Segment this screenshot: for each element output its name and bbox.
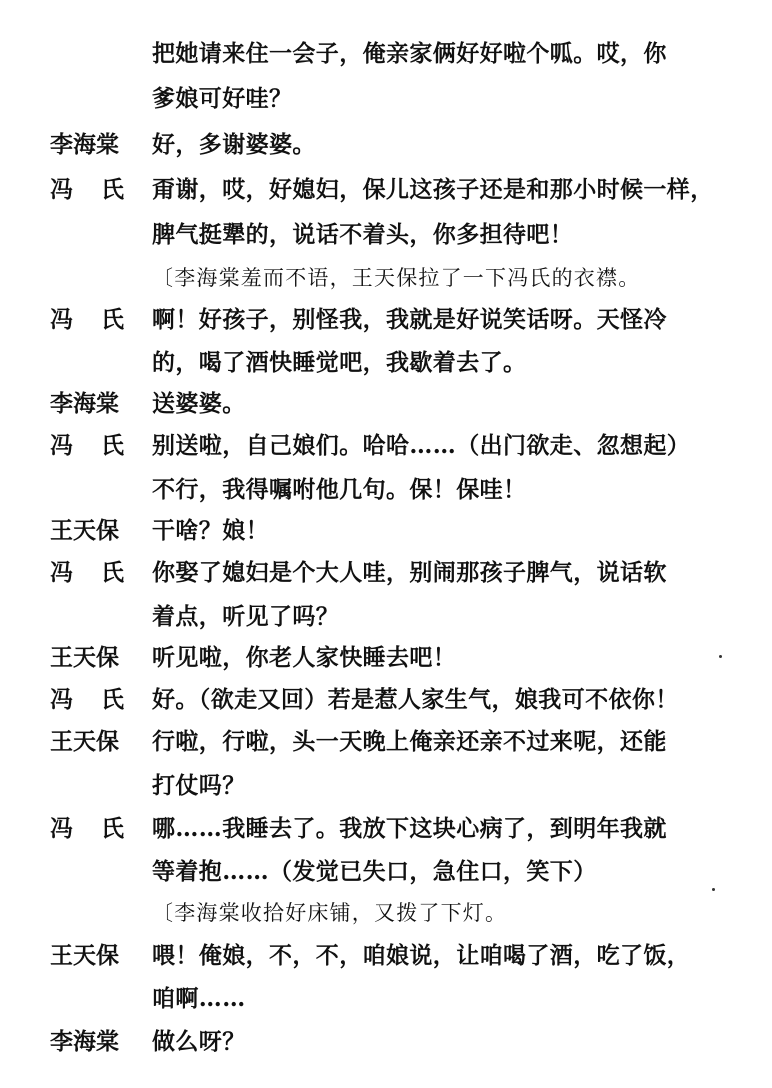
dialogue-text: 好。（欲走又回）若是惹人家生气，娘我可不依你！ <box>152 686 679 713</box>
dialogue-line <box>0 678 772 722</box>
speaker-char: 氏 <box>101 306 124 333</box>
dialogue-line <box>0 720 772 764</box>
speaker-name <box>50 807 124 851</box>
dialogue-line <box>0 636 772 680</box>
dialogue-line <box>0 77 772 121</box>
speaker-char: 冯 <box>50 432 73 459</box>
dialogue-text: 做么呀？ <box>152 1028 246 1055</box>
speaker-name <box>50 678 124 722</box>
dialogue-text: 听见啦，你老人家快睡去吧！ <box>152 644 457 671</box>
dialogue-text: 着点，听见了吗？ <box>152 603 340 630</box>
stage-direction-line <box>0 256 772 300</box>
dialogue-line <box>0 123 772 167</box>
dialogue-text: 把她请来住一会子，俺亲家俩好好啦个呱。哎，你 <box>152 40 667 67</box>
dialogue-text: 别送啦，自己娘们。哈哈……（出门欲走、忽想起） <box>152 432 691 459</box>
dialogue-text: 行啦，行啦，头一天晚上俺亲还亲不过来呢，还能 <box>152 728 667 755</box>
speaker-char: 氏 <box>101 432 124 459</box>
dialogue-text: 不行，我得嘱咐他几句。保！保哇！ <box>152 476 527 503</box>
dialogue-line <box>0 595 772 639</box>
speaker-char: 冯 <box>50 176 73 203</box>
dialogue-line <box>0 850 772 894</box>
dialogue-text: 你娶了媳妇是个大人哇，别闹那孩子脾气，说话软 <box>152 559 667 586</box>
dialogue-text: 脾气挺犟的，说话不着头，你多担待吧！ <box>152 221 574 248</box>
dialogue-line <box>0 551 772 595</box>
speaker-name <box>50 298 124 342</box>
speaker-char: 冯 <box>50 306 73 333</box>
dialogue-line <box>0 298 772 342</box>
speaker-name: 李海棠 <box>50 390 119 417</box>
dialogue-text: 送婆婆。 <box>152 390 246 417</box>
dialogue-line <box>0 807 772 851</box>
dialogue-text: 咱啊…… <box>152 985 246 1012</box>
dialogue-text: 甭谢，哎，好媳妇，保儿这孩子还是和那小时候一样， <box>152 176 714 203</box>
speaker-name: 王天保 <box>50 644 119 671</box>
dialogue-line <box>0 341 772 385</box>
speaker-name: 王天保 <box>50 517 119 544</box>
dialogue-text: 喂！俺娘，不，不，咱娘说，让咱喝了酒，吃了饭， <box>152 942 691 969</box>
dialogue-line <box>0 934 772 978</box>
dialogue-line <box>0 509 772 553</box>
speaker-name: 李海棠 <box>50 1028 119 1055</box>
speaker-name <box>50 168 124 212</box>
stage-direction: 〔李海棠羞而不语，王天保拉了一下冯氏的衣襟。 <box>152 266 641 290</box>
dialogue-line <box>0 468 772 512</box>
dialogue-text: 啊！好孩子，别怪我，我就是好说笑话呀。天怪冷 <box>152 306 667 333</box>
speaker-char: 冯 <box>50 815 73 842</box>
dialogue-line <box>0 1020 772 1064</box>
speaker-char: 氏 <box>101 815 124 842</box>
dialogue-line <box>0 32 772 76</box>
dialogue-line <box>0 977 772 1021</box>
dialogue-line <box>0 168 772 212</box>
stage-direction-line <box>0 891 772 935</box>
dialogue-text: 等着抱……（发觉已失口，急住口，笑下） <box>152 858 597 885</box>
dialogue-line <box>0 424 772 468</box>
dialogue-line <box>0 382 772 426</box>
speaker-name: 李海棠 <box>50 131 119 158</box>
speaker-name <box>50 551 124 595</box>
speaker-char: 氏 <box>101 686 124 713</box>
speaker-char: 冯 <box>50 686 73 713</box>
dialogue-text: 爹娘可好哇？ <box>152 85 293 112</box>
dialogue-text: 干啥？娘！ <box>152 517 269 544</box>
speaker-char: 氏 <box>101 559 124 586</box>
speaker-name: 王天保 <box>50 942 119 969</box>
speaker-name: 王天保 <box>50 728 119 755</box>
dialogue-text: 哪……我睡去了。我放下这块心病了，到明年我就 <box>152 815 667 842</box>
dialogue-line <box>0 213 772 257</box>
speaker-char: 氏 <box>101 176 124 203</box>
speaker-name <box>50 424 124 468</box>
stage-direction: 〔李海棠收拾好床铺，又拨了下灯。 <box>152 901 508 925</box>
dialogue-text: 好，多谢婆婆。 <box>152 131 316 158</box>
scan-speck <box>719 655 722 658</box>
dialogue-text: 打仗吗？ <box>152 772 246 799</box>
scan-speck <box>712 888 715 891</box>
dialogue-text: 的，喝了酒快睡觉吧，我歇着去了。 <box>152 349 527 376</box>
speaker-char: 冯 <box>50 559 73 586</box>
dialogue-line <box>0 764 772 808</box>
